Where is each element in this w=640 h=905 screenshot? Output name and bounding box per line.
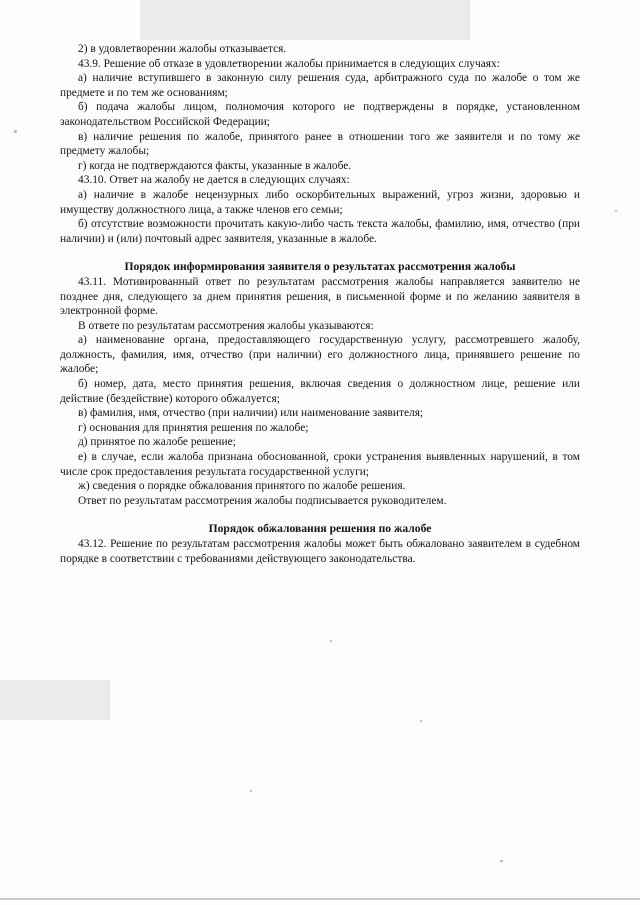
scan-noise	[0, 680, 110, 720]
document-body	[60, 42, 580, 566]
paragraph: а) наличие в жалобе нецензурных либо оскорбительных выражений, угроз жизни, здоровью и имуществу должностного лица, а также членов его семьи;	[60, 188, 580, 216]
section-heading: Порядок обжалования решения по жалобе	[208, 522, 432, 536]
paragraph: в) фамилия, имя, отчество (при наличии) или наименование заявителя;	[78, 407, 424, 420]
paragraph: ж) сведения о порядке обжалования принятого по жалобе решения.	[78, 480, 406, 493]
paragraph: г) когда не подтверждаются факты, указанные в жалобе.	[78, 159, 352, 172]
scan-noise	[330, 640, 332, 642]
paragraph: 43.12. Решение по результатам рассмотрения жалобы может быть обжаловано заявителем в судебном порядке в соответствии с требованиями действующего законодательства.	[60, 538, 580, 565]
paragraph: б) номер, дата, место принятия решения, включая сведения о должностном лице, решение или действие (бездействие) которого обжалуется;	[60, 378, 580, 405]
paragraph: д) принятое по жалобе решение;	[78, 436, 236, 449]
paragraph: г) основания для принятия решения по жалобе;	[78, 421, 309, 434]
paragraph: б) отсутствие возможности прочитать какую-либо часть текста жалобы, фамилию, имя, отчество (при наличии) и (или) почтовый адрес заявителя, указанные в жалобе.	[60, 218, 580, 245]
paragraph: а) наименование органа, предоставляющего государственную услугу, рассмотревшего жалобу, должность, фамилия, имя, отчество (при наличии) его должностного лица, принявшего решение по жалобе;	[60, 334, 580, 376]
paragraph: е) в случае, если жалоба признана обоснованной, сроки устранения выявленных нарушений, в том числе срок предоставления результата государственной услуги;	[60, 451, 580, 478]
section-heading: Порядок информирования заявителя о результатах рассмотрения жалобы	[124, 260, 516, 274]
paragraph: 43.10. Ответ на жалобу не дается в следующих случаях:	[78, 174, 350, 187]
spacer	[60, 508, 580, 522]
paragraph: 43.11. Мотивированный ответ по результатам рассмотрения жалобы направляется заявителю не позднее дня, следующего за днем принятия решения, в письменной форме и по желанию заявителя в электронной форме.	[60, 275, 580, 318]
scan-noise	[615, 210, 617, 212]
section-refusal-cases	[60, 42, 580, 246]
paragraph: а) наличие вступившего в законную силу решения суда, арбитражного суда по жалобе о том же предмете и по тем же основаниям;	[60, 72, 580, 99]
scan-noise	[500, 860, 503, 862]
scan-noise	[250, 790, 252, 792]
spacer	[60, 246, 580, 260]
paragraph: 43.9. Решение об отказе в удовлетворении жалобы принимается в следующих случаях:	[78, 57, 500, 70]
section-informing	[60, 275, 580, 509]
paragraph: б) подача жалобы лицом, полномочия которого не подтверждены в порядке, установленном законодательством Российской Федерации;	[60, 101, 580, 128]
paragraph: 2) в удовлетворении жалобы отказывается.	[78, 43, 287, 55]
scan-noise	[420, 720, 422, 722]
scan-noise	[0, 898, 640, 900]
section-appeal	[60, 537, 580, 566]
scan-noise	[140, 0, 470, 40]
paragraph: В ответе по результатам рассмотрения жалобы указываются:	[78, 319, 374, 332]
paragraph: Ответ по результатам рассмотрения жалобы подписывается руководителем.	[78, 494, 447, 507]
paragraph: в) наличие решения по жалобе, принятого ранее в отношении того же заявителя и по тому же предмету жалобы;	[60, 130, 580, 158]
scan-noise	[14, 130, 17, 133]
